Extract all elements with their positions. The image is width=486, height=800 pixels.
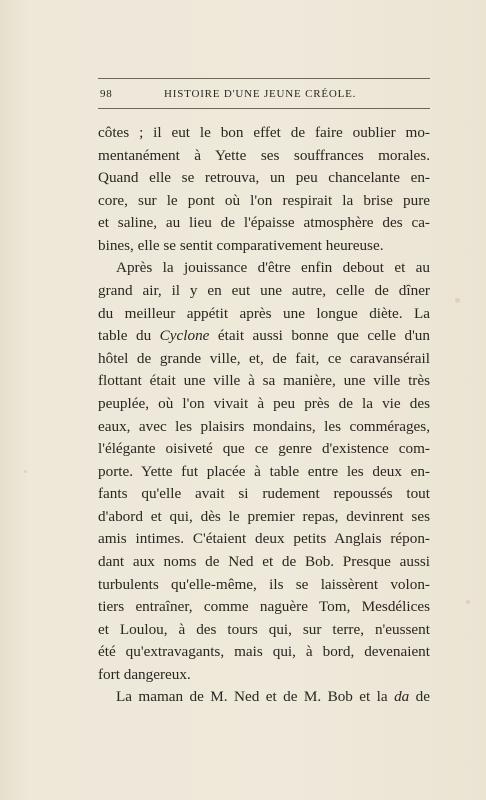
text-line: été qu'extravagants, mais qui, à bord, devenaient bbox=[98, 643, 430, 661]
text-line: fort dangereux. bbox=[98, 665, 191, 683]
body-text bbox=[98, 122, 430, 709]
text-line: La maman de M. Ned et de M. Bob et la da de bbox=[116, 688, 430, 706]
text-line: et Loulou, à des tours qui, sur terre, n'eussent bbox=[98, 620, 430, 638]
text-line: hôtel de grande ville, et, de fait, ce caravansérail bbox=[98, 349, 430, 367]
text-line: core, sur le pont où l'on respirait la brise pure bbox=[98, 191, 430, 209]
text-line: turbulents qu'elle-même, ils se laissèrent volon- bbox=[98, 575, 430, 593]
paper-stain bbox=[24, 470, 27, 473]
text-line: mentanément à Yette ses souffrances morales. bbox=[98, 146, 430, 164]
ship-name: Cyclone bbox=[159, 327, 210, 345]
text-line: bines, elle se sentit comparativement heureuse. bbox=[98, 236, 384, 254]
text-line: peuplée, où l'on vivait à peu près de la vie des bbox=[98, 394, 430, 412]
text-line: eaux, avec les plaisirs mondains, les commérages, bbox=[98, 417, 430, 435]
text-line: l'élégante oisiveté que ce genre d'existence com- bbox=[98, 440, 430, 458]
text-line: tiers entraîner, comme naguère Tom, Mesdélices bbox=[98, 598, 430, 616]
paper-stain bbox=[455, 298, 460, 303]
text-line: d'abord et qui, dès le premier repas, devinrent ses bbox=[98, 507, 430, 525]
header-rule-bottom bbox=[98, 108, 430, 109]
text-line: table du Cyclone était aussi bonne que celle d'un bbox=[98, 327, 430, 345]
text-line: fants qu'elle avait si rudement repoussés tout bbox=[98, 485, 430, 503]
text-line: Après la jouissance d'être enfin debout et au bbox=[116, 259, 430, 277]
page-number: 98 bbox=[100, 88, 113, 100]
italic-word: da bbox=[394, 688, 410, 706]
running-head bbox=[98, 86, 430, 104]
text-line: flottant était une ville à sa manière, une ville très bbox=[98, 372, 430, 390]
text-line: porte. Yette fut placée à table entre les deux en- bbox=[98, 462, 430, 480]
text-line: Quand elle se retrouva, un peu chancelante en- bbox=[98, 169, 430, 187]
running-title: HISTOIRE D'UNE JEUNE CRÉOLE. bbox=[164, 88, 357, 100]
text-line: et saline, au lieu de l'épaisse atmosphère des ca- bbox=[98, 214, 430, 232]
text-line: grand air, il y en eut une autre, celle de dîner bbox=[98, 282, 430, 300]
text-line: dant aux noms de Ned et de Bob. Presque aussi bbox=[98, 552, 430, 570]
paper-stain bbox=[466, 600, 470, 604]
text-line: du meilleur appétit après une longue diète. La bbox=[98, 304, 430, 322]
text-line: amis intimes. C'étaient deux petits Anglais répon- bbox=[98, 530, 430, 548]
text-line: côtes ; il eut le bon effet de faire oublier mo- bbox=[98, 124, 430, 141]
header-rule-top bbox=[98, 78, 430, 79]
